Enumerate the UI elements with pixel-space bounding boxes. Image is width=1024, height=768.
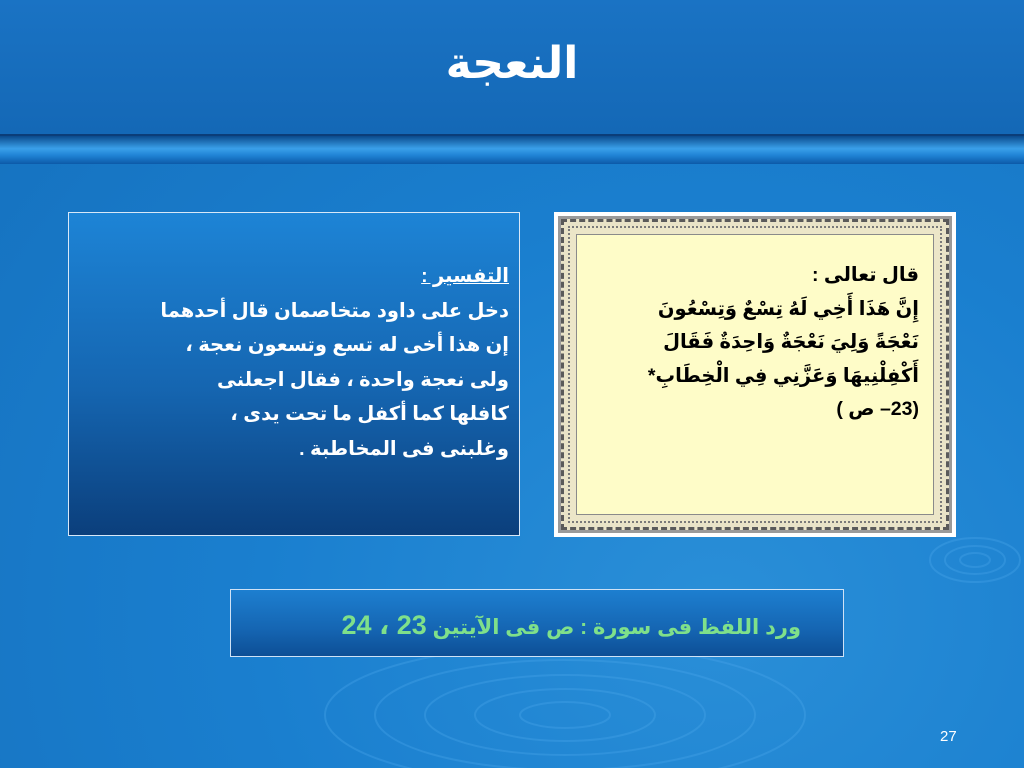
interpretation-line: وغلبنى فى المخاطبة . (299, 437, 509, 460)
interpretation-heading: التفسير : (421, 265, 509, 287)
interpretation-line: إن هذا أخى له تسع وتسعون نعجة ، (185, 334, 509, 356)
ornamental-frame (558, 216, 952, 533)
occurrence-box (230, 589, 844, 657)
interpretation-line: ولى نعجة واحدة ، فقال اجعلنى (217, 368, 509, 391)
verse-reference: (23– ص ) (836, 398, 919, 420)
verse-line: نَعْجَةً وَلِيَ نَعْجَةٌ وَاحِدَةٌ فَقَالَ (663, 331, 919, 353)
page-number: 27 (940, 728, 957, 745)
verse-line: أَكْفِلْنِيهَا وَعَزَّنِي فِي الْخِطَابِ* (647, 364, 919, 387)
verse-intro: قال تعالى : (811, 264, 919, 286)
title-band (0, 0, 1024, 134)
verse-box (554, 212, 956, 537)
occurrence-text (341, 610, 801, 641)
occurrence-verses: 23 ، 24 (341, 610, 427, 640)
verse-parchment (576, 234, 934, 515)
interpretation-line: دخل على داود متخاصمان قال أحدهما (160, 299, 509, 322)
page-title: النعجة (445, 39, 579, 88)
interpretation-box (68, 212, 520, 536)
verse-line: إِنَّ هَذَا أَخِي لَهُ تِسْعٌ وَتِسْعُونَ (657, 297, 919, 320)
interpretation-text (89, 259, 509, 466)
title-divider-bar (0, 134, 1024, 164)
verse-text (589, 259, 919, 427)
occurrence-label: ورد اللفظ فى سورة : ص فى الآيتين (432, 616, 801, 639)
interpretation-line: كافلها كما أكفل ما تحت يدى ، (230, 403, 509, 425)
